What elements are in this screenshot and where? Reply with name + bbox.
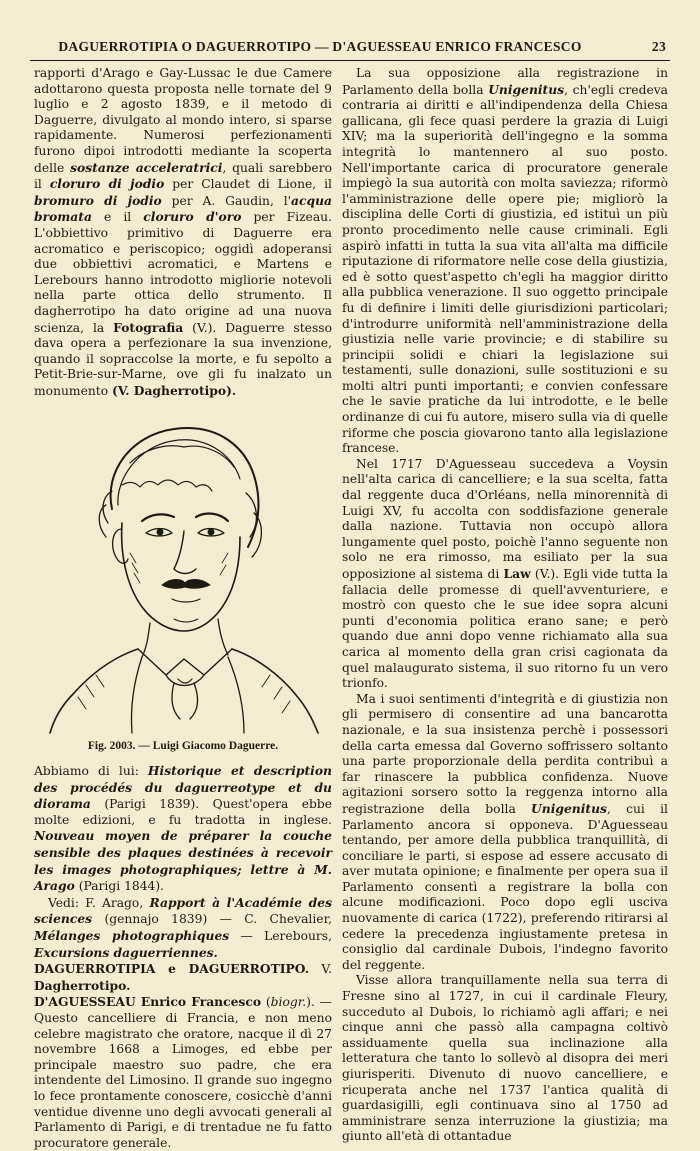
text-run: cloruro di jodio [49, 176, 165, 192]
text-run: rapporti d'Arago e Gay-Lussac le due Camere adottarono questa proposta nelle tornate del 9 luglio e 2 agosto 1839, e il metodo di Daguerre, divulgato al mondo intero, si sparse rapidamente. Numerosi perfezionamenti furono dipoi introdotti mediante la scoperta delle [34, 66, 332, 175]
page-number: 23 [651, 39, 666, 54]
text-run: Fotografia [113, 319, 184, 335]
text-run: Vedi: F. Arago, [48, 895, 150, 910]
paragraph-works [34, 763, 332, 895]
text-run: Visse allora tranquillamente nella sua terra di Fresne sino al 1727, in cui il cardinale Fleury, succeduto al Dubois, lo richiamò agli affari; e nei cinque anni che passò alla campagna coltivò assiduamente quella sua inclinazione alla letteratura che tanto lo sollevò al disopra dei meri giurisperiti. Divenuto di nuovo cancelliere, e ricuperata anche nel 1737 l'antica qualità di guardasigilli, egli continuava sino al 1750 ad amministrare senza interruzione la giustizia; ma giunto all'età di ottantadue [342, 973, 668, 1144]
text-run: D'AGUESSEAU Enrico Francesco [34, 994, 262, 1010]
entry-daguesseau [34, 994, 332, 1151]
portrait-figure [34, 413, 332, 735]
text-run: (Parigi 1844). [74, 879, 165, 894]
text-run: ). — Questo cancelliere di Francia, e non meno celebre magistrato che oratore, nacque il dì 27 novembre 1668 a Limoges, ed ebbe per principale maestro suo padre, che era intendente del Limosino. Il grande suo ingegno lo fece prontamente conoscere, cosicchè d'anni ventidue divenne uno degli avvocati generali al Parlamento di Parigi, e di trentadue ne fu fatto procuratore generale. [34, 995, 332, 1150]
text-run: Nel 1717 D'Aguesseau succedeva a Voysin nell'alta carica di cancelliere; e la sua scelta, fatta dal reggente duca d'Orléans, nella minorennità di Luigi XV, fu accolta con soddisfazione generale dalla nazione. Tuttavia non occupò allora lungamente quel posto, poichè l'anno seguente non solo ne era rimosso, ma esiliato per la sua opposizione al sistema di [342, 456, 668, 581]
text-run: Unigenitus [531, 800, 607, 816]
text-run: sostanze acceleratrici [70, 159, 223, 175]
text-run: , ch'egli credeva contraria ai diritti e all'indipendenza della Chiesa gallicana, gli fece quasi perdere la grazia di Luigi XIV; ma la superiorità dell'ingegno e la somma integrità lo mantennero al suo posto. Nell'importante carica di procuratore generale impiegò la sua autorità con molta saviezza; riformò l'amministrazione delle opere pie; migliorò la disciplina delle Corti di giustizia, ed istituì un più pronto procedimento nelle cause criminali. Egli aspirò infatti in tutta la sua vita all'alta ma difficile riputazione di riformatore nelle cose della giustizia, ed è sotto quest'aspetto ch'egli ha maggior diritto alla pubblica venerazione. Il suo oggetto principale fu di definire i limiti delle giurisdizioni particolari; d'introdurre uniformità nell'amministrazione della giustizia nelle varie provincie; e di stabilire su principii solidi e chiari la legislazione sui testamenti, sulle donazioni, sulle sostituzioni e su molti altri punti importanti; e convien confessare che le savie pratiche da lui introdotte, e le belle ordinanze di cui fu autore, misero sulla via di quelle riforme che poscia giovarono tanto alla legislazione francese. [342, 82, 668, 456]
text-run: acqua bromata [34, 192, 332, 225]
running-header [30, 36, 670, 61]
text-run: (V. Dagherrotipo). [112, 382, 237, 398]
text-run: bromuro di jodio [34, 192, 162, 208]
text-run: , quali sarebbero il [34, 160, 332, 192]
right-column [342, 66, 668, 1145]
daguerre-portrait-engraving [34, 413, 332, 735]
paragraph-integrity [342, 692, 668, 974]
text-run: , cui il Parlamento ancora si opponeva. D'Aguesseau tentando, per amore della pubblica tranquillità, di conciliare le parti, si espose ad essere accusato di aver mutata opinione; e finalmente per opera sua il Parlamento consentì a registrare la bolla con alcune modificazioni. Poco dopo egli usciva nuovamente di carica (1722), preferendo ritirarsi al cedere la precedenza ingiustamente pretesa in consiglio dal cardinale Dubois, l'indegno favorito del reggente. [342, 801, 668, 972]
text-run: Ma i suoi sentimenti d'integrità e di giustizia non gli permisero di consentire ad una bancarotta nazionale, e la sua insistenza perchè i possessori della carta emessa dal Governo soffrissero soltanto una parte proporzionale della perdita contribuì a far rinascere la pubblica confidenza. Nuove agitazioni sorsero sotto la reggenza intorno alla registrazione della bolla [342, 691, 668, 816]
text-run: per A. Gaudin, l' [161, 193, 292, 208]
paragraph-daguerre-history [34, 66, 332, 399]
paragraph-1717 [342, 457, 668, 692]
text-run: per Fizeau. L'obbiettivo primitivo di Daguerre era acromatico e periscopico; oggidì adoperansi due obbiettivi acromatici, e Martens e Lerebours hanno introdotto migliorie notevoli nella parte ottica dello strumento. Il dagherrotipo ha dato origine ad una nuova scienza, la [34, 210, 332, 335]
text-run: (Parigi 1839). Quest'opera ebbe molte edizioni, e fu tradotta in inglese. [34, 797, 332, 827]
header-title: DAGUERROTIPIA O DAGUERROTIPO — D'AGUESSEAU ENRICO FRANCESCO [58, 39, 582, 54]
text-run: ( [261, 995, 271, 1010]
text-run: — Lerebours, [229, 929, 332, 943]
text-run: Nouveau moyen de préparer la couche sensible des plaques destinées à recevoir les images photographiques; lettre à M. Arago [34, 828, 332, 894]
text-run: Abbiamo di lui: [34, 764, 148, 779]
text-run: Unigenitus [488, 81, 565, 97]
text-run: Law [503, 566, 531, 581]
text-run: (V.). Egli vide tutta la fallacia delle promesse di quell'avventuriere, e mostrò con questo che le sue idee sopra alcuni punti d'economia politica erano sane; e però quando due anni dopo venne richiamato alla sua carica al momento della gran crisi cagionata da quel malaugurato sistema, il suo ritorno fu un vero trionfo. [342, 567, 668, 691]
text-run: biogr. [270, 995, 307, 1010]
text-run: Dagherrotipo. [34, 977, 131, 993]
text-run: e il [91, 210, 144, 225]
left-column [34, 66, 332, 1151]
entry-daguerrotipia [34, 961, 332, 994]
text-run: Mélanges photographiques [34, 928, 230, 943]
paragraph-opposition [342, 66, 668, 457]
text-run: (gennajo 1839) — C. Chevalier, [92, 912, 332, 927]
paragraph-references [34, 895, 332, 961]
text-run: Historique et description des procédés du daguerreotype et du diorama [34, 763, 333, 812]
text-run: cloruro d'oro [143, 209, 242, 225]
text-run: (V.). Daguerre stesso dava opera a perfezionare la sua invenzione, quando il sopraccolse la morte, e fu sepolto a Petit-Brie-sur-Marne, ove gli fu inalzato un monumento [34, 320, 332, 398]
text-run: Rapport à l'Académie des sciences [34, 894, 332, 927]
text-run: DAGUERROTIPIA e DAGUERROTIPO. [34, 961, 310, 977]
text-run: V. [309, 962, 332, 977]
text-run: Excursions daguerriennes. [34, 944, 218, 960]
text-run: La sua opposizione alla registrazione in Parlamento della bolla [342, 66, 668, 97]
figure-caption: Fig. 2003. — Luigi Giacomo Daguerre. [87, 740, 279, 753]
paragraph-fresne [342, 973, 668, 1145]
text-run: per Claudet di Lione, il [164, 177, 332, 192]
